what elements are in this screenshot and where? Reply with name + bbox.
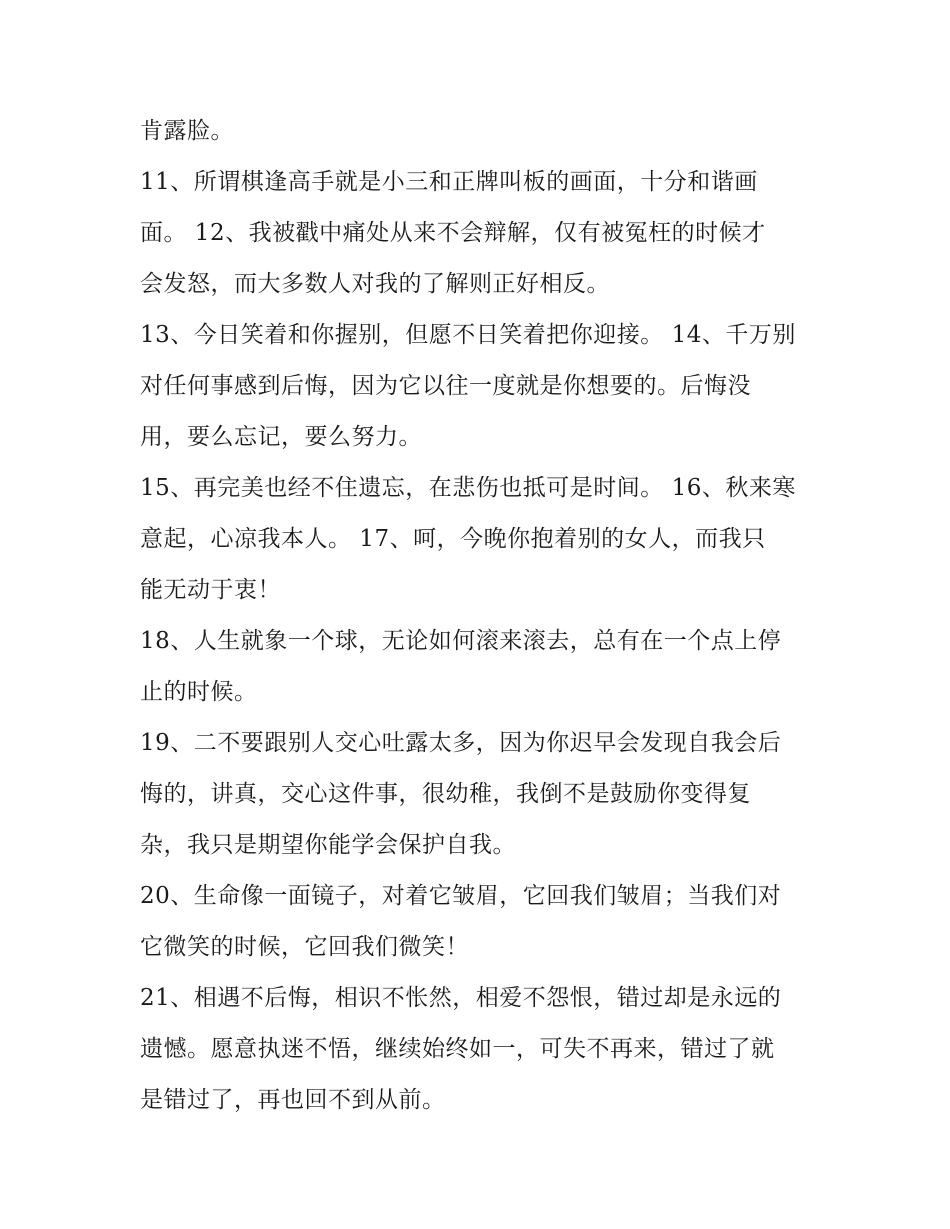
- paragraph-18: [140, 616, 820, 718]
- paragraph-19: [140, 718, 820, 871]
- text-line: 它微笑的时候，它回我们微笑！: [140, 934, 469, 960]
- paragraph-20: [140, 871, 820, 973]
- paragraph-13-14: [140, 310, 820, 463]
- text-line: 19、二不要跟别人交心吐露太多，因为你迟早会发现自我会后: [140, 730, 782, 756]
- text-line: 悔的，讲真，交心这件事，很幼稚，我倒不是鼓励你变得复: [140, 781, 751, 807]
- text-line: 13、今日笑着和你握别，但愿不日笑着把你迎接。 14、千万别: [140, 322, 796, 348]
- text-line: 20、生命像一面镜子，对着它皱眉，它回我们皱眉；当我们对: [140, 883, 782, 909]
- paragraph-21: [140, 973, 820, 1126]
- paragraph-11-12: [140, 157, 820, 310]
- text-line: 杂，我只是期望你能学会保护自我。: [140, 832, 516, 858]
- text-line: 意起，心凉我本人。 17、呵，今晚你抱着别的女人，而我只: [140, 526, 766, 552]
- text-line: 用，要么忘记，要么努力。: [140, 424, 422, 450]
- document-body: [140, 106, 820, 1126]
- text-line: 18、人生就象一个球，无论如何滚来滚去，总有在一个点上停: [140, 628, 782, 654]
- text-line: 15、再完美也经不住遗忘，在悲伤也抵可是时间。 16、秋来寒: [140, 475, 796, 501]
- text-line: 遗憾。愿意执迷不悟，继续始终如一，可失不再来，错过了就: [140, 1036, 775, 1062]
- text-line: 肯露脸。: [140, 118, 234, 144]
- paragraph-continuation: [140, 106, 820, 157]
- text-line: 能无动于衷！: [140, 577, 281, 603]
- text-line: 止的时候。: [140, 679, 258, 705]
- text-line: 面。 12、我被戳中痛处从来不会辩解，仅有被冤枉的时候才: [140, 220, 766, 246]
- text-line: 是错过了，再也回不到从前。: [140, 1087, 446, 1113]
- text-line: 11、所谓棋逢高手就是小三和正牌叫板的画面，十分和谐画: [140, 169, 758, 195]
- text-line: 会发怒，而大多数人对我的了解则正好相反。: [140, 271, 610, 297]
- paragraph-15-17: [140, 463, 820, 616]
- text-line: 对任何事感到后悔，因为它以往一度就是你想要的。后悔没: [140, 373, 751, 399]
- text-line: 21、相遇不后悔，相识不怅然，相爱不怨恨，错过却是永远的: [140, 985, 782, 1011]
